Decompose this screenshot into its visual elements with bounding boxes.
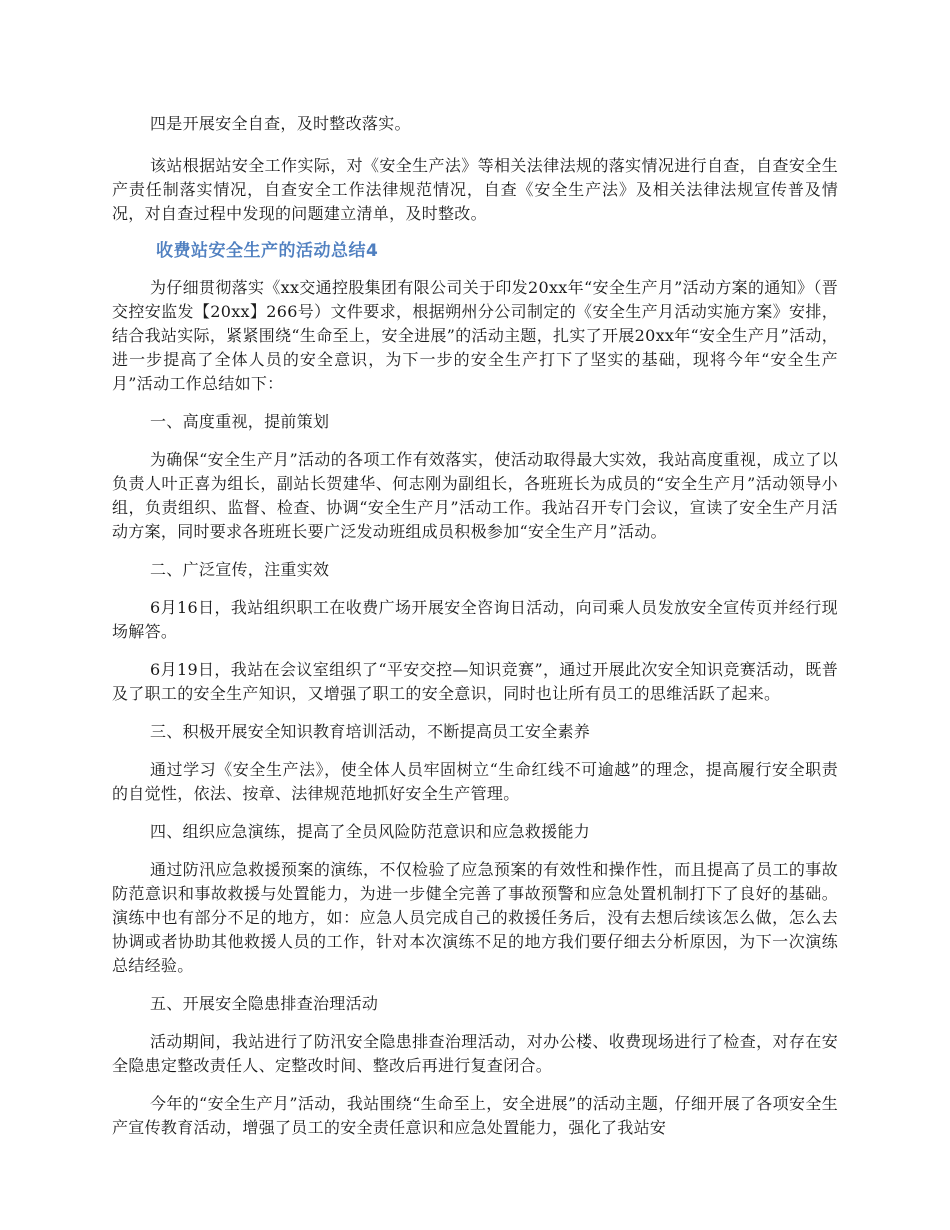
subheading-3: 三、积极开展安全知识教育培训活动，不断提高员工安全素养 (150, 722, 591, 741)
paragraph-self-check-detail: 该站根据站安全工作实际，对《安全生产法》等相关法律法规的落实情况进行自查，自查安全生产责任制落实情况，自查安全工作法律规范情况，自查《安全生产法》及相关法律法规宣传普及情况，对自查过程中发现的问题建立清单，及时整改。 (112, 156, 838, 223)
subheading-1: 一、高度重视，提前策划 (150, 412, 330, 431)
paragraph-training: 通过学习《安全生产法》，使全体人员牢固树立“生命红线不可逾越”的理念，提高履行安全职责的自觉性，依法、按章、法律规范地抓好安全生产管理。 (112, 760, 838, 803)
paragraph-conclusion: 今年的“安全生产月”活动，我站围绕“生命至上，安全进展”的活动主题，仔细开展了各项安全生产宣传教育活动，增强了员工的安全责任意识和应急处置能力，强化了我站安 (112, 1094, 838, 1137)
paragraph-organization: 为确保“安全生产月”活动的各项工作有效落实，使活动取得最大实效，我站高度重视，成立了以负责人叶正喜为组长，副站长贺建华、何志刚为副组长，各班班长为成员的“安全生产月”活动领导小组，负责组织、监督、检查、协调“安全生产月”活动工作。我站召开专门会议，宣读了安全生产月活动方案，同时要求各班班长要广泛发动班组成员积极参加“安全生产月”活动。 (112, 450, 838, 541)
section-heading: 收费站安全生产的活动总结4 (156, 241, 379, 261)
subheading-5: 五、开展安全隐患排查治理活动 (150, 994, 379, 1013)
subheading-2: 二、广泛宣传，注重实效 (150, 560, 330, 579)
paragraph-june-16: 6月16日，我站组织职工在收费广场开展安全咨询日活动，向司乘人员发放安全宣传页并经行现场解答。 (112, 598, 838, 641)
paragraph-hazard-check: 活动期间，我站进行了防汛安全隐患排查治理活动，对办公楼、收费现场进行了检查，对存在安全隐患定整改责任人、定整改时间、整改后再进行复查闭合。 (112, 1032, 838, 1075)
paragraph-june-19: 6月19日，我站在会议室组织了“平安交控—知识竞赛”，通过开展此次安全知识竞赛活动，既普及了职工的安全生产知识，又增强了职工的安全意识，同时也让所有员工的思维活跃了起来。 (112, 660, 838, 703)
paragraph-drill: 通过防汛应急救援预案的演练，不仅检验了应急预案的有效性和操作性，而且提高了员工的事故防范意识和事故救援与处置能力，为进一步健全完善了事故预警和应急处置机制打下了良好的基础。演练中也有部分不足的地方，如：应急人员完成自己的救援任务后，没有去想后续该怎么做，怎么去协调或者协助其他救援人员的工作，针对本次演练不足的地方我们要仔细去分析原因，为下一次演练总结经验。 (112, 860, 838, 975)
paragraph-self-check-item: 四是开展安全自查，及时整改落实。 (150, 114, 411, 133)
paragraph-intro: 为仔细贯彻落实《xx交通控股集团有限公司关于印发20xx年“安全生产月”活动方案的通知》（晋交控安监发【20xx】266号）文件要求，根据朔州分公司制定的《安全生产月活动实施方案》安排，结合我站实际，紧紧围绕“生命至上，安全进展”的活动主题，扎实了开展20xx年“安全生产月”活动，进一步提高了全体人员的安全意识，为下一步的安全生产打下了坚实的基础，现将今年“安全生产月”活动工作总结如下： (112, 278, 838, 393)
subheading-4: 四、组织应急演练，提高了全员风险防范意识和应急救援能力 (150, 822, 591, 841)
